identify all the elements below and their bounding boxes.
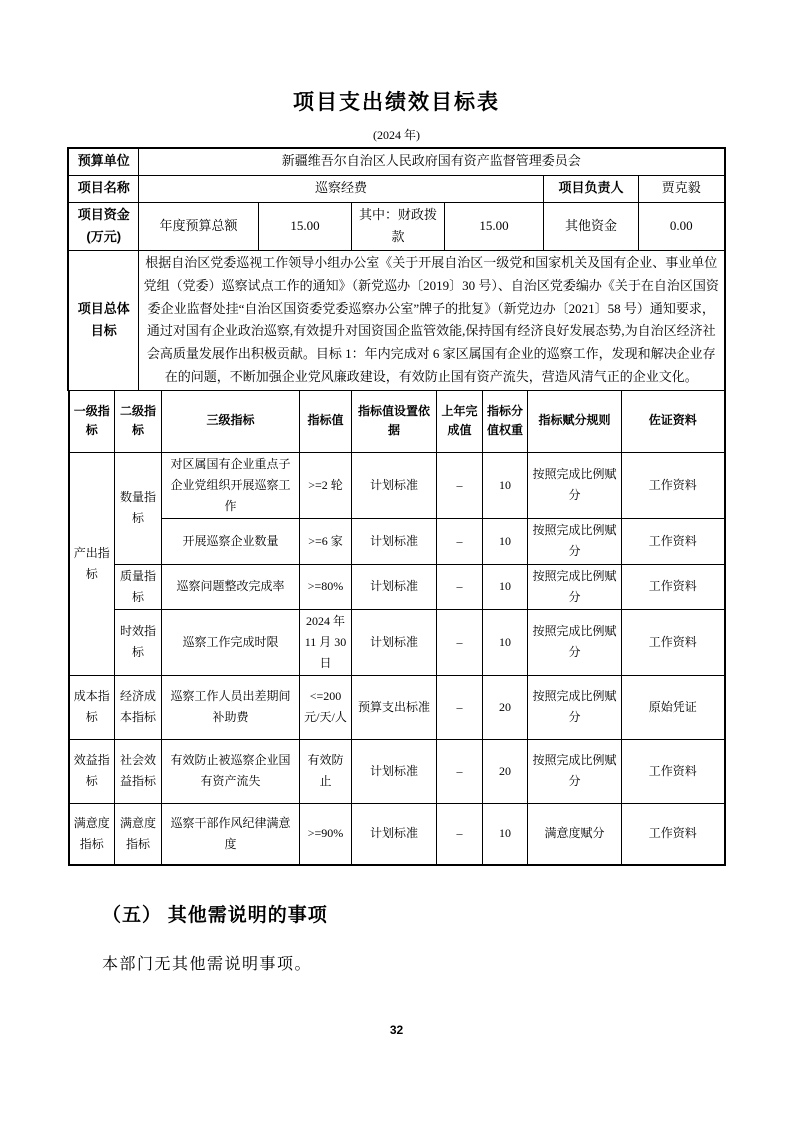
header-scoring-rule: 指标赋分规则	[528, 390, 622, 452]
value-basis: 计划标准	[352, 739, 437, 803]
prev-year-value: –	[437, 609, 483, 675]
evidence-material: 工作资料	[622, 452, 725, 518]
evidence-material: 原始凭证	[622, 675, 725, 739]
overall-goal-label: 项目总体目标	[68, 251, 138, 391]
level3-indicator: 有效防止被巡察企业国有资产流失	[162, 739, 300, 803]
header-prev-year: 上年完成值	[437, 390, 483, 452]
level1-satisfaction: 满意度指标	[69, 803, 115, 865]
weight-value: 20	[483, 739, 528, 803]
evidence-material: 工作资料	[622, 739, 725, 803]
weight-value: 10	[483, 803, 528, 865]
project-name-value: 巡察经费	[138, 175, 543, 202]
indicator-value: >=6 家	[300, 518, 352, 564]
level3-indicator: 巡察工作人员出差期间补助费	[162, 675, 300, 739]
evidence-material: 工作资料	[622, 803, 725, 865]
level2-timeliness: 时效指标	[115, 609, 162, 675]
budget-unit-label: 预算单位	[68, 148, 138, 175]
value-basis: 计划标准	[352, 564, 437, 609]
indicators-table	[68, 390, 726, 867]
indicator-value: 有效防止	[300, 739, 352, 803]
level2-quality: 质量指标	[115, 564, 162, 609]
scoring-rule: 按照完成比例赋分	[528, 609, 622, 675]
value-basis: 预算支出标准	[352, 675, 437, 739]
level1-cost: 成本指标	[69, 675, 115, 739]
level2-quantity: 数量指标	[115, 452, 162, 564]
scoring-rule: 按照完成比例赋分	[528, 452, 622, 518]
value-basis: 计划标准	[352, 452, 437, 518]
project-leader-value: 贾克毅	[638, 175, 724, 202]
indicator-row	[69, 739, 725, 803]
scoring-rule: 按照完成比例赋分	[528, 518, 622, 564]
header-value: 指标值	[300, 390, 352, 452]
indicator-row	[69, 609, 725, 675]
prev-year-value: –	[437, 675, 483, 739]
level3-indicator: 对区属国有企业重点子企业党组织开展巡察工作	[162, 452, 300, 518]
overall-goal-row	[68, 251, 724, 391]
weight-value: 10	[483, 452, 528, 518]
project-name-label: 项目名称	[68, 175, 138, 202]
scoring-rule: 按照完成比例赋分	[528, 675, 622, 739]
fiscal-allocation-label: 其中：财政拨款	[351, 202, 444, 251]
level3-indicator: 巡察工作完成时限	[162, 609, 300, 675]
indicators-header-row	[69, 390, 725, 452]
level3-indicator: 开展巡察企业数量	[162, 518, 300, 564]
prev-year-value: –	[437, 452, 483, 518]
indicator-value: <=200 元/天/人	[300, 675, 352, 739]
project-leader-label: 项目负责人	[543, 175, 638, 202]
notes-section-heading: （五） 其他需说明的事项	[102, 905, 328, 926]
page-number: 32	[389, 1023, 404, 1037]
annual-budget-value: 15.00	[258, 202, 351, 251]
project-info-table	[67, 147, 725, 391]
prev-year-value: –	[437, 739, 483, 803]
project-name-row	[68, 175, 724, 202]
header-evidence: 佐证资料	[622, 390, 725, 452]
level1-output: 产出指标	[69, 452, 115, 675]
scoring-rule: 按照完成比例赋分	[528, 564, 622, 609]
value-basis: 计划标准	[352, 518, 437, 564]
notes-section-body: 本部门无其他需说明事项。	[102, 956, 313, 973]
weight-value: 10	[483, 518, 528, 564]
header-weight: 指标分值权重	[483, 390, 528, 452]
value-basis: 计划标准	[352, 609, 437, 675]
overall-goal-text: 根据自治区党委巡视工作领导小组办公室《关于开展自治区一级党和国家机关及国有企业、事业单位党组（党委）巡察试点工作的通知》（新党巡办〔2019〕30 号）、自治区党委编办《关于在自治区国资委企业监督处挂“自治区国资委党委巡察办公室”牌子的批复》（新党边办〔2021〕58 号）通知要求，通过对国有企业政治巡察,有效提升对国资国企监管效能,保持国有经济良好发展态势,为自治区经济社会高质量发展作出积极贡献。目标 1：年内完成对 6 家区属国有企业的巡察工作，发现和解决企业存在的问题，不断加强企业党风廉政建设，有效防止国有资产流失，营造风清气正的企业文化。	[138, 251, 724, 391]
indicator-row	[69, 452, 725, 518]
level1-benefit: 效益指标	[69, 739, 115, 803]
level2-economic-cost: 经济成本指标	[115, 675, 162, 739]
header-level1: 一级指标	[69, 390, 115, 452]
header-level2: 二级指标	[115, 390, 162, 452]
weight-value: 20	[483, 675, 528, 739]
level3-indicator: 巡察问题整改完成率	[162, 564, 300, 609]
project-funds-label: 项目资金(万元)	[68, 202, 138, 251]
project-funds-row	[68, 202, 724, 251]
annual-budget-label: 年度预算总额	[138, 202, 258, 251]
evidence-material: 工作资料	[622, 564, 725, 609]
level2-satisfaction: 满意度指标	[115, 803, 162, 865]
weight-value: 10	[483, 609, 528, 675]
scoring-rule: 按照完成比例赋分	[528, 739, 622, 803]
indicator-value: >=90%	[300, 803, 352, 865]
indicator-value: >=80%	[300, 564, 352, 609]
other-funds-value: 0.00	[638, 202, 724, 251]
page-title: 项目支出绩效目标表	[293, 90, 500, 114]
level3-indicator: 巡察干部作风纪律满意度	[162, 803, 300, 865]
other-funds-label: 其他资金	[543, 202, 638, 251]
indicator-row	[69, 675, 725, 739]
prev-year-value: –	[437, 518, 483, 564]
prev-year-value: –	[437, 564, 483, 609]
evidence-material: 工作资料	[622, 518, 725, 564]
value-basis: 计划标准	[352, 803, 437, 865]
page-subtitle: (2024 年)	[373, 128, 420, 142]
prev-year-value: –	[437, 803, 483, 865]
indicator-value: 2024 年 11 月 30 日	[300, 609, 352, 675]
indicator-row	[69, 803, 725, 865]
indicator-row	[69, 518, 725, 564]
evidence-material: 工作资料	[622, 609, 725, 675]
header-level3: 三级指标	[162, 390, 300, 452]
header-basis: 指标值设置依据	[352, 390, 437, 452]
weight-value: 10	[483, 564, 528, 609]
level2-social-benefit: 社会效益指标	[115, 739, 162, 803]
budget-unit-value: 新疆维吾尔自治区人民政府国有资产监督管理委员会	[138, 148, 724, 175]
budget-unit-row	[68, 148, 724, 175]
indicator-value: >=2 轮	[300, 452, 352, 518]
fiscal-allocation-value: 15.00	[444, 202, 543, 251]
scoring-rule: 满意度赋分	[528, 803, 622, 865]
indicator-row	[69, 564, 725, 609]
